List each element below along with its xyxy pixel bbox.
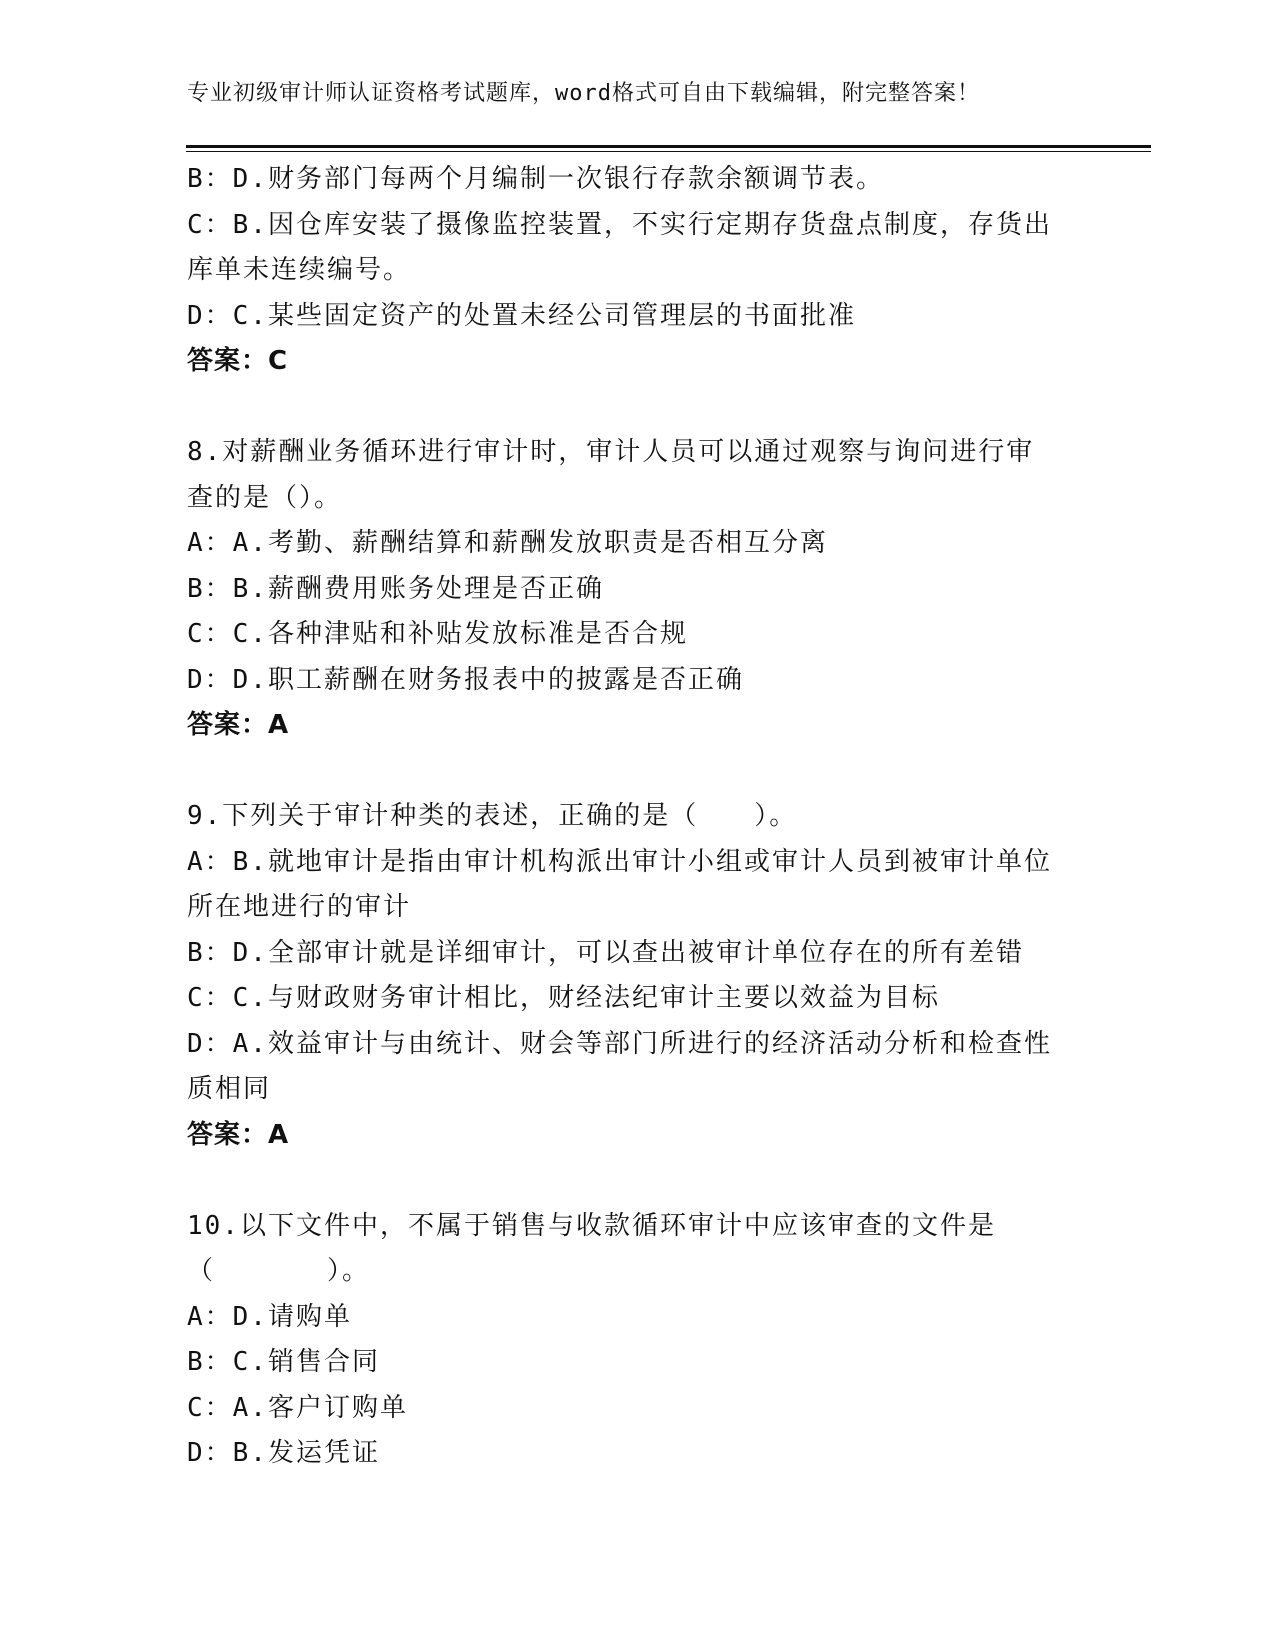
option-line: B：B.薪酬费用账务处理是否正确: [187, 573, 604, 604]
option-line: B：D.财务部门每两个月编制一次银行存款余额调节表。: [187, 164, 884, 194]
option-line: B：C.销售合同: [187, 1347, 380, 1377]
option-line: A：B.就地审计是指由审计机构派出审计小组或审计人员到被审计单位: [187, 846, 1052, 877]
spacer: [187, 749, 1087, 795]
option-line: D：D.职工薪酬在财务报表中的披露是否正确: [187, 664, 744, 695]
option-line: C：B.因仓库安装了摄像监控装置，不实行定期存货盘点制度，存货出: [187, 209, 1052, 240]
answer-line: 答案：A: [187, 1119, 290, 1150]
option-line: 库单未连续编号。: [187, 255, 412, 285]
option-line: D：B.发运凭证: [187, 1438, 380, 1468]
option-line: 质相同: [187, 1074, 272, 1104]
option-line: A：D.请购单: [187, 1301, 352, 1332]
option-line: A：A.考勤、薪酬结算和薪酬发放职责是否相互分离: [187, 528, 828, 558]
question-stem: 10.以下文件中，不属于销售与收款循环审计中应该审查的文件是: [187, 1210, 996, 1241]
option-line: 所在地进行的审计: [187, 892, 412, 922]
header-rule-thin: [186, 151, 1151, 152]
question-9-block: [187, 794, 1087, 1158]
option-line: B：D.全部审计就是详细审计，可以查出被审计单位存在的所有差错: [187, 937, 1024, 968]
option-line: D：C.某些固定资产的处置未经公司管理层的书面批准: [187, 300, 856, 331]
question-10-block: [187, 1204, 1087, 1477]
option-line: C：A.客户订购单: [187, 1392, 408, 1423]
answer-line: 答案：A: [187, 710, 290, 740]
question-stem: 查的是（）。: [187, 482, 343, 513]
option-line: C：C.各种津贴和补贴发放标准是否合规: [187, 619, 688, 649]
answer-line: 答案：C: [187, 346, 289, 376]
question-stem: （ ）。: [187, 1256, 371, 1286]
option-line: C：C.与财政财务审计相比，财经法纪审计主要以效益为目标: [187, 983, 940, 1013]
question-stem: 8.对薪酬业务循环进行审计时，审计人员可以通过观察与询问进行审: [187, 437, 1035, 467]
spacer: [187, 1158, 1087, 1204]
spacer: [187, 385, 1087, 431]
prev-question-block: [187, 157, 1087, 385]
header-rule-thick: [186, 145, 1151, 148]
option-line: D：A.效益审计与由统计、财会等部门所进行的经济活动分析和检查性: [187, 1028, 1052, 1059]
page-header: 专业初级审计师认证资格考试题库，word格式可自由下载编辑，附完整答案！: [187, 81, 980, 106]
question-content: [187, 157, 1087, 1477]
question-stem: 9.下列关于审计种类的表述，正确的是（ ）。: [187, 801, 798, 831]
question-8-block: [187, 430, 1087, 749]
